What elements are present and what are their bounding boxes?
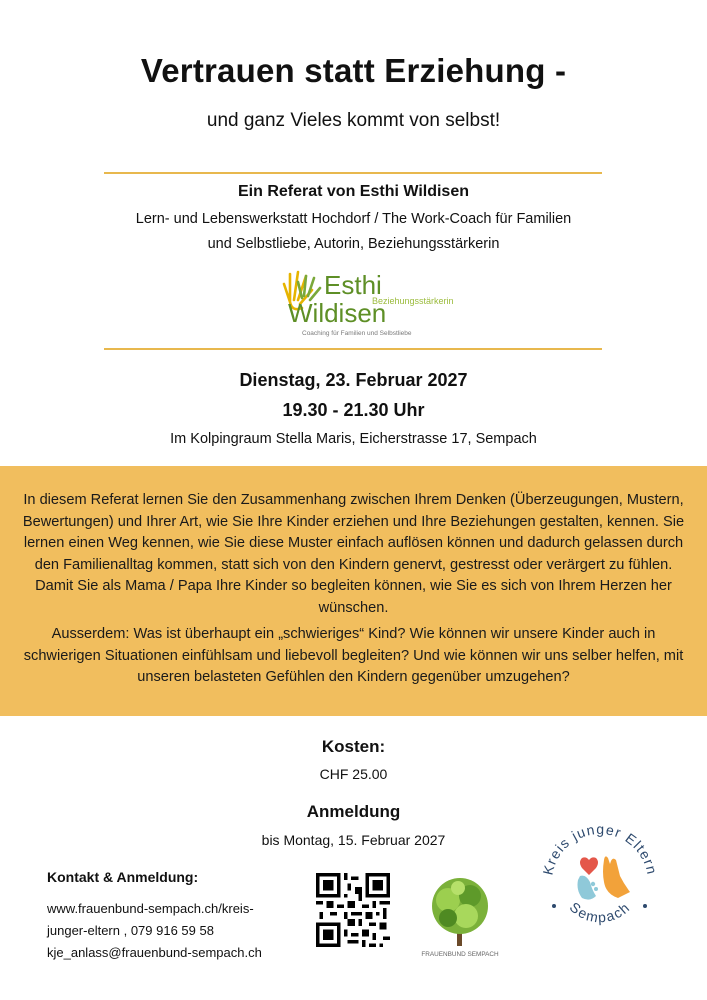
tree-icon (432, 878, 488, 946)
registration-deadline: bis Montag, 15. Februar 2027 (261, 832, 446, 848)
costs-heading: Kosten: (321, 737, 386, 756)
contact-website-phone-line[interactable]: junger-eltern , 079 916 59 58 (47, 923, 214, 938)
divider-bottom (104, 348, 602, 350)
registration-heading: Anmeldung (306, 802, 401, 821)
costs-value: CHF 25.00 (319, 766, 388, 782)
event-venue: Im Kolpingraum Stella Maris, Eicherstrasse 17, Sempach (170, 431, 537, 447)
description-paragraph-1: In diesem Referat lernen Sie den Zusammenhang zwischen Ihrem Denken (Überzeugungen, Mustern, Bewertungen) und Ihrer Art, wie Sie Ihre Kinder erziehen und Ihre Beziehungen gestalten, kennen. Sie lernen einen Weg kennen, wie Sie diese Muster einfach auflösen können und dadurch gelassen durch den Familienalltag kommen, statt sich von den Kindern genervt, gestresst oder verärgert zu fühlen. Damit Sie als Mama / Papa Ihre Kinder so begleiten können, wie Sie es sich von Ihrem Herzen her wünschen. (22, 492, 685, 616)
page-title: Vertrauen statt Erziehung - (140, 52, 567, 89)
frauenbund-sempach-logo (418, 870, 502, 960)
family-hands-icon (578, 856, 631, 899)
event-time: 19.30 - 21.30 Uhr (282, 400, 425, 420)
divider-top (104, 172, 602, 174)
kreis-arc-text: Kreis junger Eltern (539, 820, 661, 877)
contact-heading: Kontakt & Anmeldung: (47, 869, 199, 885)
speaker-heading: Ein Referat von Esthi Wildisen (237, 183, 469, 200)
logo-caption: Coaching für Familien und Selbstliebe (302, 330, 412, 337)
page-subtitle: und ganz Vieles kommt von selbst! (206, 110, 501, 131)
qr-code-icon[interactable] (316, 873, 390, 947)
logo-name-1: Esthi (324, 270, 382, 300)
kreis-sempach-text: Sempach (566, 898, 634, 926)
speaker-description-line-2: und Selbstliebe, Autorin, Beziehungsstärkerin (207, 236, 500, 252)
frauenbund-text: FRAUENBUND SEMPACH (421, 951, 499, 958)
speaker-description-line-1: Lern- und Lebenswerkstatt Hochdorf / The Work-Coach für Familien (135, 211, 572, 227)
esthi-wildisen-logo (280, 262, 454, 342)
contact-email[interactable]: kje_anlass@frauenbund-sempach.ch (47, 945, 262, 960)
contact-block (47, 866, 297, 964)
kreis-junger-eltern-logo (532, 810, 667, 945)
description-band (0, 466, 707, 716)
logo-tagline: Beziehungsstärkerin (372, 296, 454, 306)
event-date: Dienstag, 23. Februar 2027 (239, 370, 468, 390)
description-paragraph-2: Ausserdem: Was ist überhaupt ein „schwieriges“ Kind? Wie können wir unsere Kinder auch in schwierigen Situationen einfühlsam und liebevoll begleiten? Und wie können wir uns selber helfen, mit unseren belasteten Gefühlen den Kindern gegenüber umzugehen? (23, 626, 684, 685)
logo-name-2: Wildisen (288, 298, 387, 328)
contact-website-line-1[interactable]: www.frauenbund-sempach.ch/kreis- (47, 901, 254, 916)
